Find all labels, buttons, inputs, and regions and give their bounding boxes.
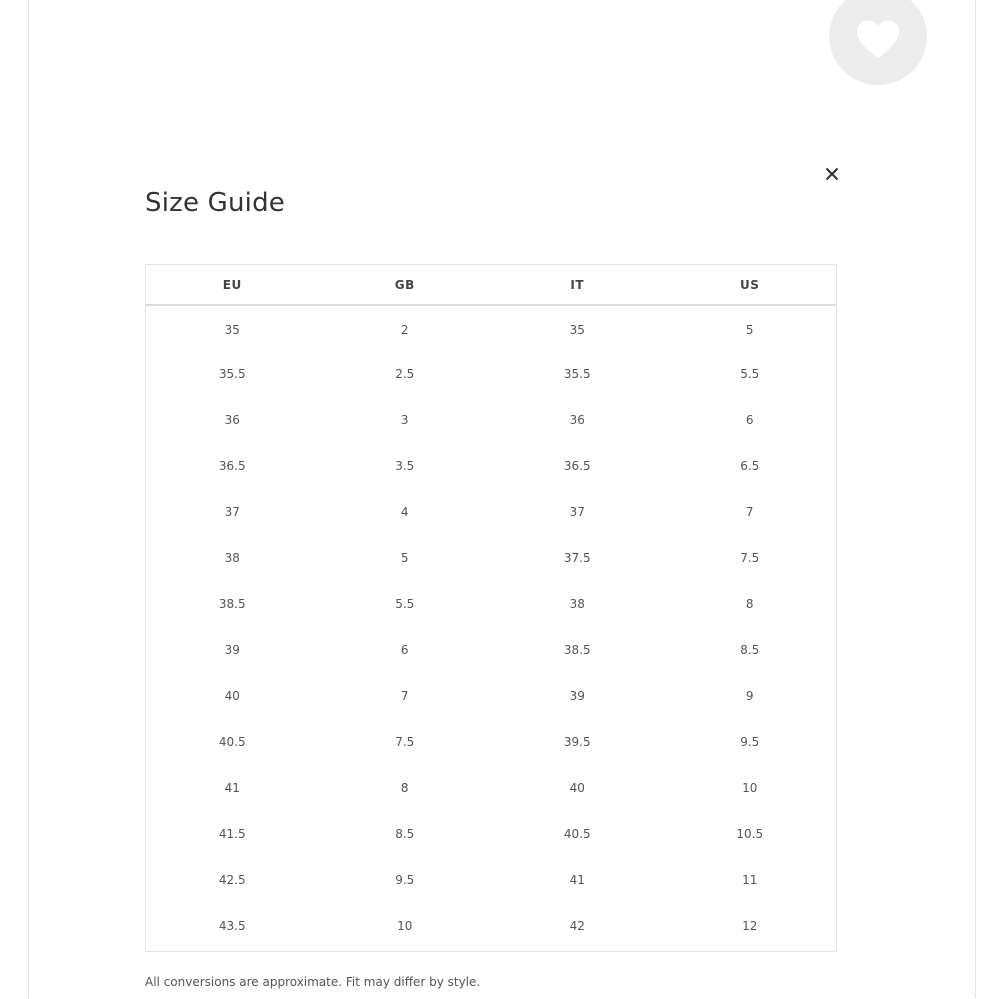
size-cell-gb: 7 bbox=[400, 689, 409, 703]
size-cell-it: 42 bbox=[569, 919, 585, 933]
size-cell-us: 5.5 bbox=[740, 367, 760, 381]
table-row bbox=[146, 581, 836, 627]
size-cell-eu: 40 bbox=[224, 689, 240, 703]
size-table-container bbox=[145, 264, 837, 952]
close-button[interactable] bbox=[820, 163, 844, 187]
size-cell-it: 41 bbox=[569, 873, 585, 887]
size-cell-gb: 4 bbox=[400, 505, 409, 519]
size-cell-gb: 3 bbox=[400, 413, 409, 427]
size-cell-us: 9 bbox=[745, 689, 754, 703]
table-row bbox=[146, 903, 836, 949]
size-cell-it: 39 bbox=[569, 689, 585, 703]
size-cell-eu: 43.5 bbox=[218, 919, 246, 933]
size-cell-eu: 35.5 bbox=[218, 367, 246, 381]
size-cell-it: 39.5 bbox=[563, 735, 591, 749]
close-icon bbox=[825, 166, 839, 185]
size-cell-it: 37 bbox=[569, 505, 585, 519]
table-row bbox=[146, 535, 836, 581]
size-cell-us: 7.5 bbox=[740, 551, 760, 565]
table-row bbox=[146, 489, 836, 535]
size-cell-us: 12 bbox=[742, 919, 758, 933]
size-cell-eu: 35 bbox=[224, 322, 240, 337]
size-cell-eu: 38 bbox=[224, 551, 240, 565]
size-guide-title: Size Guide bbox=[145, 188, 285, 218]
size-cell-gb: 2 bbox=[400, 322, 409, 337]
size-cell-us: 10 bbox=[742, 781, 758, 795]
size-cell-it: 36 bbox=[569, 413, 585, 427]
size-cell-gb: 8.5 bbox=[395, 827, 415, 841]
size-cell-us: 11 bbox=[742, 873, 758, 887]
size-cell-us: 7 bbox=[745, 505, 754, 519]
size-cell-us: 8.5 bbox=[740, 643, 760, 657]
size-cell-eu: 41 bbox=[224, 781, 240, 795]
size-cell-eu: 40.5 bbox=[218, 735, 246, 749]
size-cell-gb: 9.5 bbox=[395, 873, 415, 887]
size-cell-gb: 6 bbox=[400, 643, 409, 657]
size-cell-us: 6 bbox=[745, 413, 754, 427]
column-header-it: IT bbox=[491, 265, 664, 305]
column-header-eu: EU bbox=[146, 265, 319, 305]
table-row bbox=[146, 397, 836, 443]
size-cell-us: 8 bbox=[745, 597, 754, 611]
size-cell-gb: 2.5 bbox=[395, 367, 415, 381]
table-row bbox=[146, 719, 836, 765]
size-cell-us: 6.5 bbox=[740, 459, 760, 473]
size-cell-it: 40 bbox=[569, 781, 585, 795]
table-row bbox=[146, 673, 836, 719]
size-cell-gb: 5 bbox=[400, 551, 409, 565]
size-cell-gb: 7.5 bbox=[395, 735, 415, 749]
size-cell-us: 9.5 bbox=[740, 735, 760, 749]
table-row bbox=[146, 811, 836, 857]
size-cell-eu: 41.5 bbox=[218, 827, 246, 841]
table-row bbox=[146, 305, 836, 351]
size-cell-it: 36.5 bbox=[563, 459, 591, 473]
size-cell-eu: 36 bbox=[224, 413, 240, 427]
column-header-us: US bbox=[664, 265, 837, 305]
column-header-gb: GB bbox=[319, 265, 492, 305]
size-cell-it: 35 bbox=[569, 322, 585, 337]
size-cell-it: 38.5 bbox=[563, 643, 591, 657]
size-cell-it: 38 bbox=[569, 597, 585, 611]
size-cell-gb: 10 bbox=[397, 919, 413, 933]
size-cell-it: 35.5 bbox=[563, 367, 591, 381]
heart-icon bbox=[855, 10, 901, 64]
table-row bbox=[146, 351, 836, 397]
size-cell-eu: 42.5 bbox=[218, 873, 246, 887]
table-header-row bbox=[146, 265, 836, 305]
size-cell-us: 10.5 bbox=[736, 827, 764, 841]
table-row bbox=[146, 765, 836, 811]
size-cell-it: 37.5 bbox=[563, 551, 591, 565]
table-row bbox=[146, 627, 836, 673]
size-cell-gb: 3.5 bbox=[395, 459, 415, 473]
table-row bbox=[146, 443, 836, 489]
table-body bbox=[146, 305, 836, 949]
conversion-footnote: All conversions are approximate. Fit may differ by style. bbox=[145, 975, 481, 989]
table-row bbox=[146, 857, 836, 903]
size-cell-eu: 36.5 bbox=[218, 459, 246, 473]
size-cell-it: 40.5 bbox=[563, 827, 591, 841]
size-cell-eu: 37 bbox=[224, 505, 240, 519]
size-cell-eu: 38.5 bbox=[218, 597, 246, 611]
size-cell-gb: 5.5 bbox=[395, 597, 415, 611]
size-cell-gb: 8 bbox=[400, 781, 409, 795]
size-conversion-table bbox=[146, 265, 836, 949]
size-cell-us: 5 bbox=[745, 322, 754, 337]
size-cell-eu: 39 bbox=[224, 643, 240, 657]
